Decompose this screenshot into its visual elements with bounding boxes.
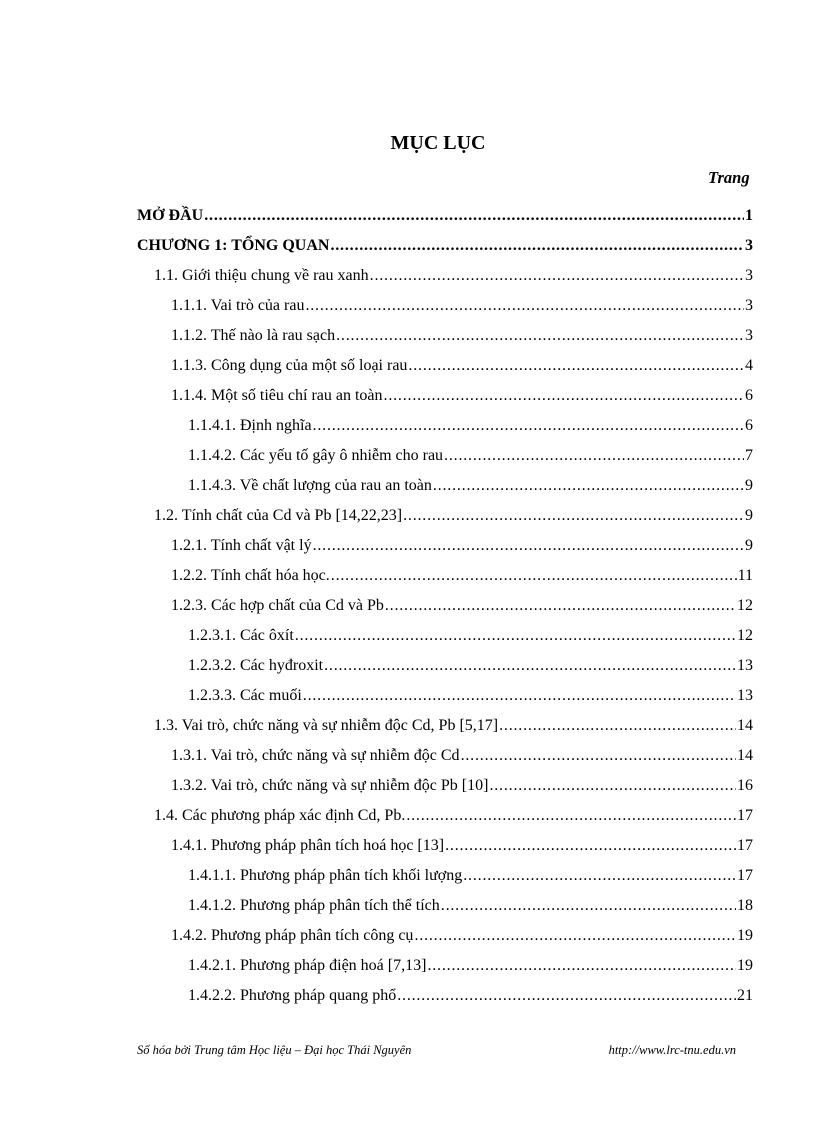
toc-entry[interactable] — [188, 864, 753, 888]
toc-entry-label: 1.2. Tính chất của Cd và Pb [14,22,23] — [154, 507, 403, 524]
toc-entry-label: 1.1.4.3. Về chất lượng của rau an toàn — [188, 477, 432, 494]
toc-entry-label: 1.2.3.3. Các muối — [188, 687, 302, 704]
toc-entry-page: 17 — [737, 867, 753, 884]
toc-entry-label: 1.2.1. Tính chất vật lý — [171, 537, 312, 554]
toc-entry-page: 14 — [737, 717, 753, 734]
toc-leader-dots — [445, 834, 736, 858]
toc-entry-page: 9 — [745, 507, 753, 524]
toc-entry-label: CHƯƠNG 1: TỔNG QUAN — [137, 237, 330, 254]
toc-entry[interactable] — [171, 294, 753, 318]
toc-entry-label: 1.4.1.2. Phương pháp phân tích thể tích — [188, 897, 440, 914]
toc-entry-page: 19 — [737, 957, 753, 974]
toc-entry-label: 1.1.2. Thế nào là rau sạch — [171, 327, 336, 344]
toc-entry[interactable] — [171, 534, 753, 558]
toc-entry-page: 9 — [745, 477, 753, 494]
toc-leader-dots — [499, 714, 736, 738]
footer-right: http://www.lrc-tnu.edu.vn — [608, 1043, 736, 1057]
toc-leader-dots — [461, 744, 736, 768]
toc-entry-page: 17 — [737, 837, 753, 854]
toc-entry-label: 1.3. Vai trò, chức năng và sự nhiễm độc Cd, Pb [5,17] — [154, 717, 499, 734]
toc-leader-dots — [403, 504, 744, 528]
toc-entry-page: 12 — [737, 597, 753, 614]
toc-leader-dots — [324, 654, 736, 678]
toc-leader-dots — [463, 864, 736, 888]
toc-entry[interactable] — [188, 984, 753, 1008]
toc-entry[interactable] — [154, 714, 753, 738]
toc-entry-page: 19 — [737, 927, 753, 944]
toc-leader-dots — [370, 264, 744, 288]
toc-entry-page: 13 — [737, 687, 753, 704]
toc-entry-label: MỞ ĐẦU — [137, 207, 204, 224]
toc-entry-page: 6 — [745, 417, 753, 434]
toc-entry[interactable] — [188, 654, 753, 678]
toc-entry-label: 1.4.2.2. Phương pháp quang phổ — [188, 987, 397, 1004]
toc-entry[interactable] — [188, 684, 753, 708]
toc-leader-dots — [305, 294, 744, 318]
toc-leader-dots — [427, 954, 736, 978]
toc-entry-label: 1.2.3. Các hợp chất của Cd và Pb — [171, 597, 384, 614]
toc-entry[interactable] — [171, 924, 753, 948]
toc-entry[interactable] — [154, 264, 753, 288]
toc-leader-dots — [295, 624, 736, 648]
toc-leader-dots — [408, 354, 744, 378]
toc-leader-dots — [433, 474, 744, 498]
toc-entry-label: 1.4.1.1. Phương pháp phân tích khối lượng — [188, 867, 463, 884]
toc-entry[interactable] — [137, 234, 753, 258]
toc-entry-page: 21 — [737, 987, 753, 1004]
toc-entry-page: 11 — [737, 567, 753, 584]
toc-entry-page: 3 — [745, 237, 753, 254]
toc-entry[interactable] — [188, 954, 753, 978]
toc-entry-label: 1.1.1. Vai trò của rau — [171, 297, 305, 314]
toc-entry-label: 1.2.3.2. Các hyđroxit — [188, 657, 324, 674]
toc-entry-label: 1.4.1. Phương pháp phân tích hoá học [13] — [171, 837, 445, 854]
toc-entry-label: 1.1.4.2. Các yếu tố gây ô nhiễm cho rau — [188, 447, 444, 464]
toc-entry-page: 17 — [737, 807, 753, 824]
footer-left: Số hóa bởi Trung tâm Học liệu – Đại học Thái Nguyên — [137, 1043, 412, 1057]
toc-entry[interactable] — [171, 594, 753, 618]
toc-leader-dots — [406, 804, 736, 828]
toc-entry-page: 13 — [737, 657, 753, 674]
toc-entry[interactable] — [154, 504, 753, 528]
toc-entry[interactable] — [171, 354, 753, 378]
toc-entry-page: 4 — [745, 357, 753, 374]
toc-leader-dots — [331, 564, 737, 588]
toc-entry[interactable] — [154, 804, 753, 828]
toc-entry-label: 1.4.2.1. Phương pháp điện hoá [7,13] — [188, 957, 427, 974]
toc-leader-dots — [384, 384, 744, 408]
toc-entry-label: 1.1.4. Một số tiêu chí rau an toàn — [171, 387, 383, 404]
toc-leader-dots — [313, 534, 744, 558]
toc-entry[interactable] — [171, 564, 753, 588]
toc-entry-label: 1.3.1. Vai trò, chức năng và sự nhiễm độc Cd — [171, 747, 460, 764]
toc-entry-page: 12 — [737, 627, 753, 644]
toc-entry-label: 1.1.4.1. Định nghĩa — [188, 417, 312, 434]
toc-leader-dots — [204, 204, 744, 228]
toc-entry[interactable] — [188, 414, 753, 438]
toc-leader-dots — [336, 324, 744, 348]
toc-leader-dots — [489, 774, 736, 798]
page-column-label: Trang — [708, 168, 750, 187]
toc-entry-label: 1.3.2. Vai trò, chức năng và sự nhiễm độc Pb [10] — [171, 777, 489, 794]
toc-entry[interactable] — [171, 834, 753, 858]
toc-entry-label: 1.1.3. Công dụng của một số loại rau — [171, 357, 408, 374]
toc-entry[interactable] — [171, 744, 753, 768]
toc-entry-label: 1.4. Các phương pháp xác định Cd, Pb. — [154, 807, 406, 824]
page-title: MỤC LỤC — [390, 132, 486, 154]
toc-leader-dots — [397, 984, 736, 1008]
toc-leader-dots — [330, 234, 744, 258]
toc-entry[interactable] — [188, 624, 753, 648]
toc-entry-page: 7 — [745, 447, 753, 464]
toc-entry-page: 14 — [737, 747, 753, 764]
toc-entry-label: 1.4.2. Phương pháp phân tích công cụ — [171, 927, 414, 944]
toc-entry-page: 3 — [745, 327, 753, 344]
toc-leader-dots — [385, 594, 736, 618]
toc-entry[interactable] — [188, 474, 753, 498]
toc-leader-dots — [441, 894, 736, 918]
toc-entry-page: 1 — [745, 207, 753, 224]
toc-entry-page: 16 — [737, 777, 753, 794]
toc-entry-page: 3 — [745, 297, 753, 314]
toc-leader-dots — [303, 684, 736, 708]
toc-leader-dots — [313, 414, 744, 438]
toc-entry-label: 1.2.3.1. Các ôxít — [188, 627, 294, 644]
toc-entry[interactable] — [171, 324, 753, 348]
toc-entry-label: 1.2.2. Tính chất hóa học. — [171, 567, 330, 584]
toc-entry[interactable] — [171, 384, 753, 408]
toc-entry-page: 9 — [745, 537, 753, 554]
toc-leader-dots — [444, 444, 744, 468]
toc-entry[interactable] — [137, 204, 753, 228]
toc-entry[interactable] — [188, 444, 753, 468]
toc-entry-page: 6 — [745, 387, 753, 404]
toc-entry[interactable] — [188, 894, 753, 918]
toc-entry[interactable] — [171, 774, 753, 798]
toc-leader-dots — [414, 924, 736, 948]
toc-entry-page: 18 — [737, 897, 753, 914]
toc-entry-page: 3 — [745, 267, 753, 284]
toc-entry-label: 1.1. Giới thiệu chung về rau xanh — [154, 267, 369, 284]
